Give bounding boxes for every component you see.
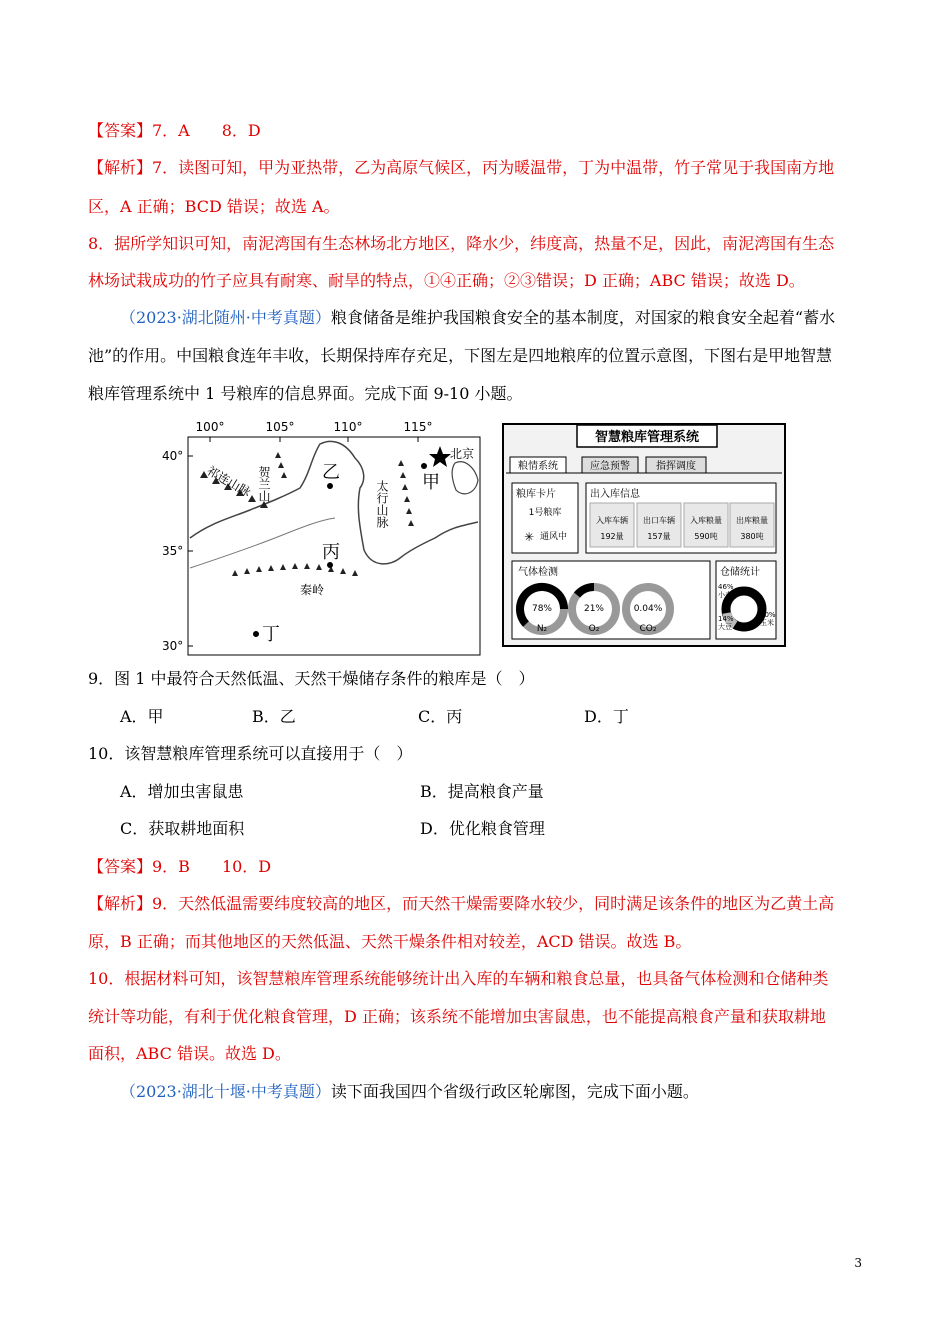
lon-label-115: 115° <box>403 420 433 434</box>
intro-text: 粮食储备是维护我国粮食安全的基本制度，对国家的粮食安全起着“蓄水 <box>330 308 836 327</box>
storage-wheat: 46% <box>718 583 734 591</box>
taihang-label: 太行山脉 <box>375 480 389 528</box>
card-title: 粮库卡片 <box>516 489 556 500</box>
card-status: 通风中 <box>540 532 568 542</box>
io-item-0 <box>590 503 634 547</box>
svg-text:入库粮量: 入库粮量 <box>690 516 722 525</box>
jia-label: 甲 <box>422 472 440 493</box>
card-name: 1号粮库 <box>528 508 562 518</box>
q10-option-b[interactable]: B．提高粮食产量 <box>420 782 544 801</box>
svg-text:入库车辆: 入库车辆 <box>596 516 628 525</box>
q10-option-a[interactable]: A．增加虫害鼠患 <box>120 782 244 801</box>
q9-option-d[interactable]: D．丁 <box>584 707 629 726</box>
analysis-9-line1: 【解析】9．天然低温需要纬度较高的地区，而天然干燥需要降水较少，同时满足该条件的地区为乙黄土高 <box>88 894 835 913</box>
svg-text:O₂: O₂ <box>588 624 600 634</box>
svg-text:380吨: 380吨 <box>740 532 764 541</box>
tab-zhihui-label: 指挥调度 <box>656 461 696 472</box>
lat-label-35: 35° <box>162 544 184 558</box>
svg-text:78%: 78% <box>531 604 553 614</box>
qilian-label: 祁连山脉 <box>204 463 254 500</box>
storage-soybean: 14% <box>718 615 734 623</box>
q10-stem: 10．该智慧粮库管理系统可以直接用于（ ） <box>88 744 413 763</box>
answer-9-10: 【答案】9．B 10．D <box>88 857 272 876</box>
ding-label: 丁 <box>262 624 280 645</box>
intro-9-10-line1 <box>120 307 835 329</box>
svg-text:590吨: 590吨 <box>694 532 718 541</box>
tab-liangqing-label: 粮情系统 <box>518 461 558 472</box>
lon-label-105: 105° <box>265 420 295 434</box>
svg-text:192量: 192量 <box>600 532 624 541</box>
bing-label: 丙 <box>322 542 340 563</box>
q9-option-a[interactable]: A．甲 <box>120 707 164 726</box>
q9-stem: 9．图 1 中最符合天然低温、天然干燥储存条件的粮库是（ ） <box>88 669 535 688</box>
intro-next-text: 读下面我国四个省级行政区轮廓图，完成下面小题。 <box>330 1082 699 1101</box>
granary-location-map <box>160 418 490 658</box>
svg-text:小麦: 小麦 <box>718 591 732 599</box>
qinling-label: 秦岭 <box>300 583 325 597</box>
intro-9-10-line2: 池”的作用。中国粮食连年丰收，长期保持库存充足，下图左是四地粮库的位置示意图，下图右是甲地智慧 <box>88 346 833 365</box>
svg-text:出口车辆: 出口车辆 <box>643 516 675 525</box>
jia-dot <box>421 463 427 469</box>
analysis-8-line2: 林场试栽成功的竹子应具有耐寒、耐旱的特点，①④正确；②③错误；D 正确；ABC 错误；故选 D。 <box>88 271 805 290</box>
lon-label-100: 100° <box>195 420 225 434</box>
svg-text:157量: 157量 <box>647 532 671 541</box>
q10-option-d[interactable]: D．优化粮食管理 <box>420 819 545 838</box>
analysis-10-line2: 统计等功能，有利于优化粮食管理，D 正确；该系统不能增加虫害鼠患，也不能提高粮食产量和获取耕地 <box>88 1007 826 1026</box>
analysis-10-line3: 面积，ABC 错误。故选 D。 <box>88 1044 291 1063</box>
fan-icon: ✳ <box>524 530 535 544</box>
analysis-10-line1: 10．根据材料可知，该智慧粮库管理系统能够统计出入库的车辆和粮食总量，也具备气体检测和仓储种类 <box>88 969 829 988</box>
smart-granary-system <box>502 423 786 647</box>
source-tag: （2023·湖北随州·中考真题） <box>120 308 331 327</box>
q10-option-c[interactable]: C．获取耕地面积 <box>120 819 245 838</box>
lat-label-40: 40° <box>162 449 184 463</box>
io-title: 出入库信息 <box>590 489 640 500</box>
beijing-label: 北京 <box>450 447 475 461</box>
analysis-9-line2: 原，B 正确；而其他地区的天然低温、天然干燥条件相对较差，ACD 错误。故选 B。 <box>88 932 692 951</box>
storage-title: 仓储统计 <box>720 567 760 578</box>
ding-dot <box>253 631 259 637</box>
intro-9-10-line3: 粮库管理系统中 1 号粮库的信息界面。完成下面 9-10 小题。 <box>88 384 523 403</box>
system-title: 智慧粮库管理系统 <box>594 430 700 445</box>
analysis-7-line1: 【解析】7．读图可知，甲为亚热带，乙为高原气候区，丙为暖温带，丁为中温带，竹子常见于我国南方地 <box>88 158 835 177</box>
q9-option-c[interactable]: C．丙 <box>418 707 463 726</box>
io-item-1 <box>637 503 681 547</box>
svg-text:玉米: 玉米 <box>760 619 774 627</box>
lat-label-30: 30° <box>162 639 184 653</box>
svg-text:N₂: N₂ <box>536 624 548 634</box>
storage-corn: 40% <box>760 611 776 619</box>
intro-next <box>120 1081 699 1103</box>
yi-dot <box>327 483 333 489</box>
analysis-8-line1: 8．据所学知识可知，南泥湾国有生态林场北方地区，降水少，纬度高，热量不足，因此，南泥湾国有生态 <box>88 234 835 253</box>
svg-text:0.04%: 0.04% <box>633 604 663 614</box>
page-number: 3 <box>854 1256 862 1270</box>
yi-label: 乙 <box>322 462 340 483</box>
source-tag-2: （2023·湖北十堰·中考真题） <box>120 1082 331 1101</box>
io-item-2 <box>684 503 728 547</box>
svg-text:21%: 21% <box>583 604 605 614</box>
analysis-7-line2: 区，A 正确；BCD 错误；故选 A。 <box>88 197 340 216</box>
svg-text:大豆: 大豆 <box>718 623 732 631</box>
lon-label-110: 110° <box>333 420 363 434</box>
q9-option-b[interactable]: B．乙 <box>252 707 296 726</box>
helan-label: 贺兰山 <box>257 466 271 502</box>
gas-title: 气体检测 <box>518 567 558 578</box>
svg-text:CO₂: CO₂ <box>639 624 657 634</box>
io-item-3 <box>730 503 774 547</box>
svg-text:出库粮量: 出库粮量 <box>736 516 768 525</box>
tab-yingji-label: 应急预警 <box>590 461 630 472</box>
answer-7-8: 【答案】7．A 8．D <box>88 121 261 140</box>
